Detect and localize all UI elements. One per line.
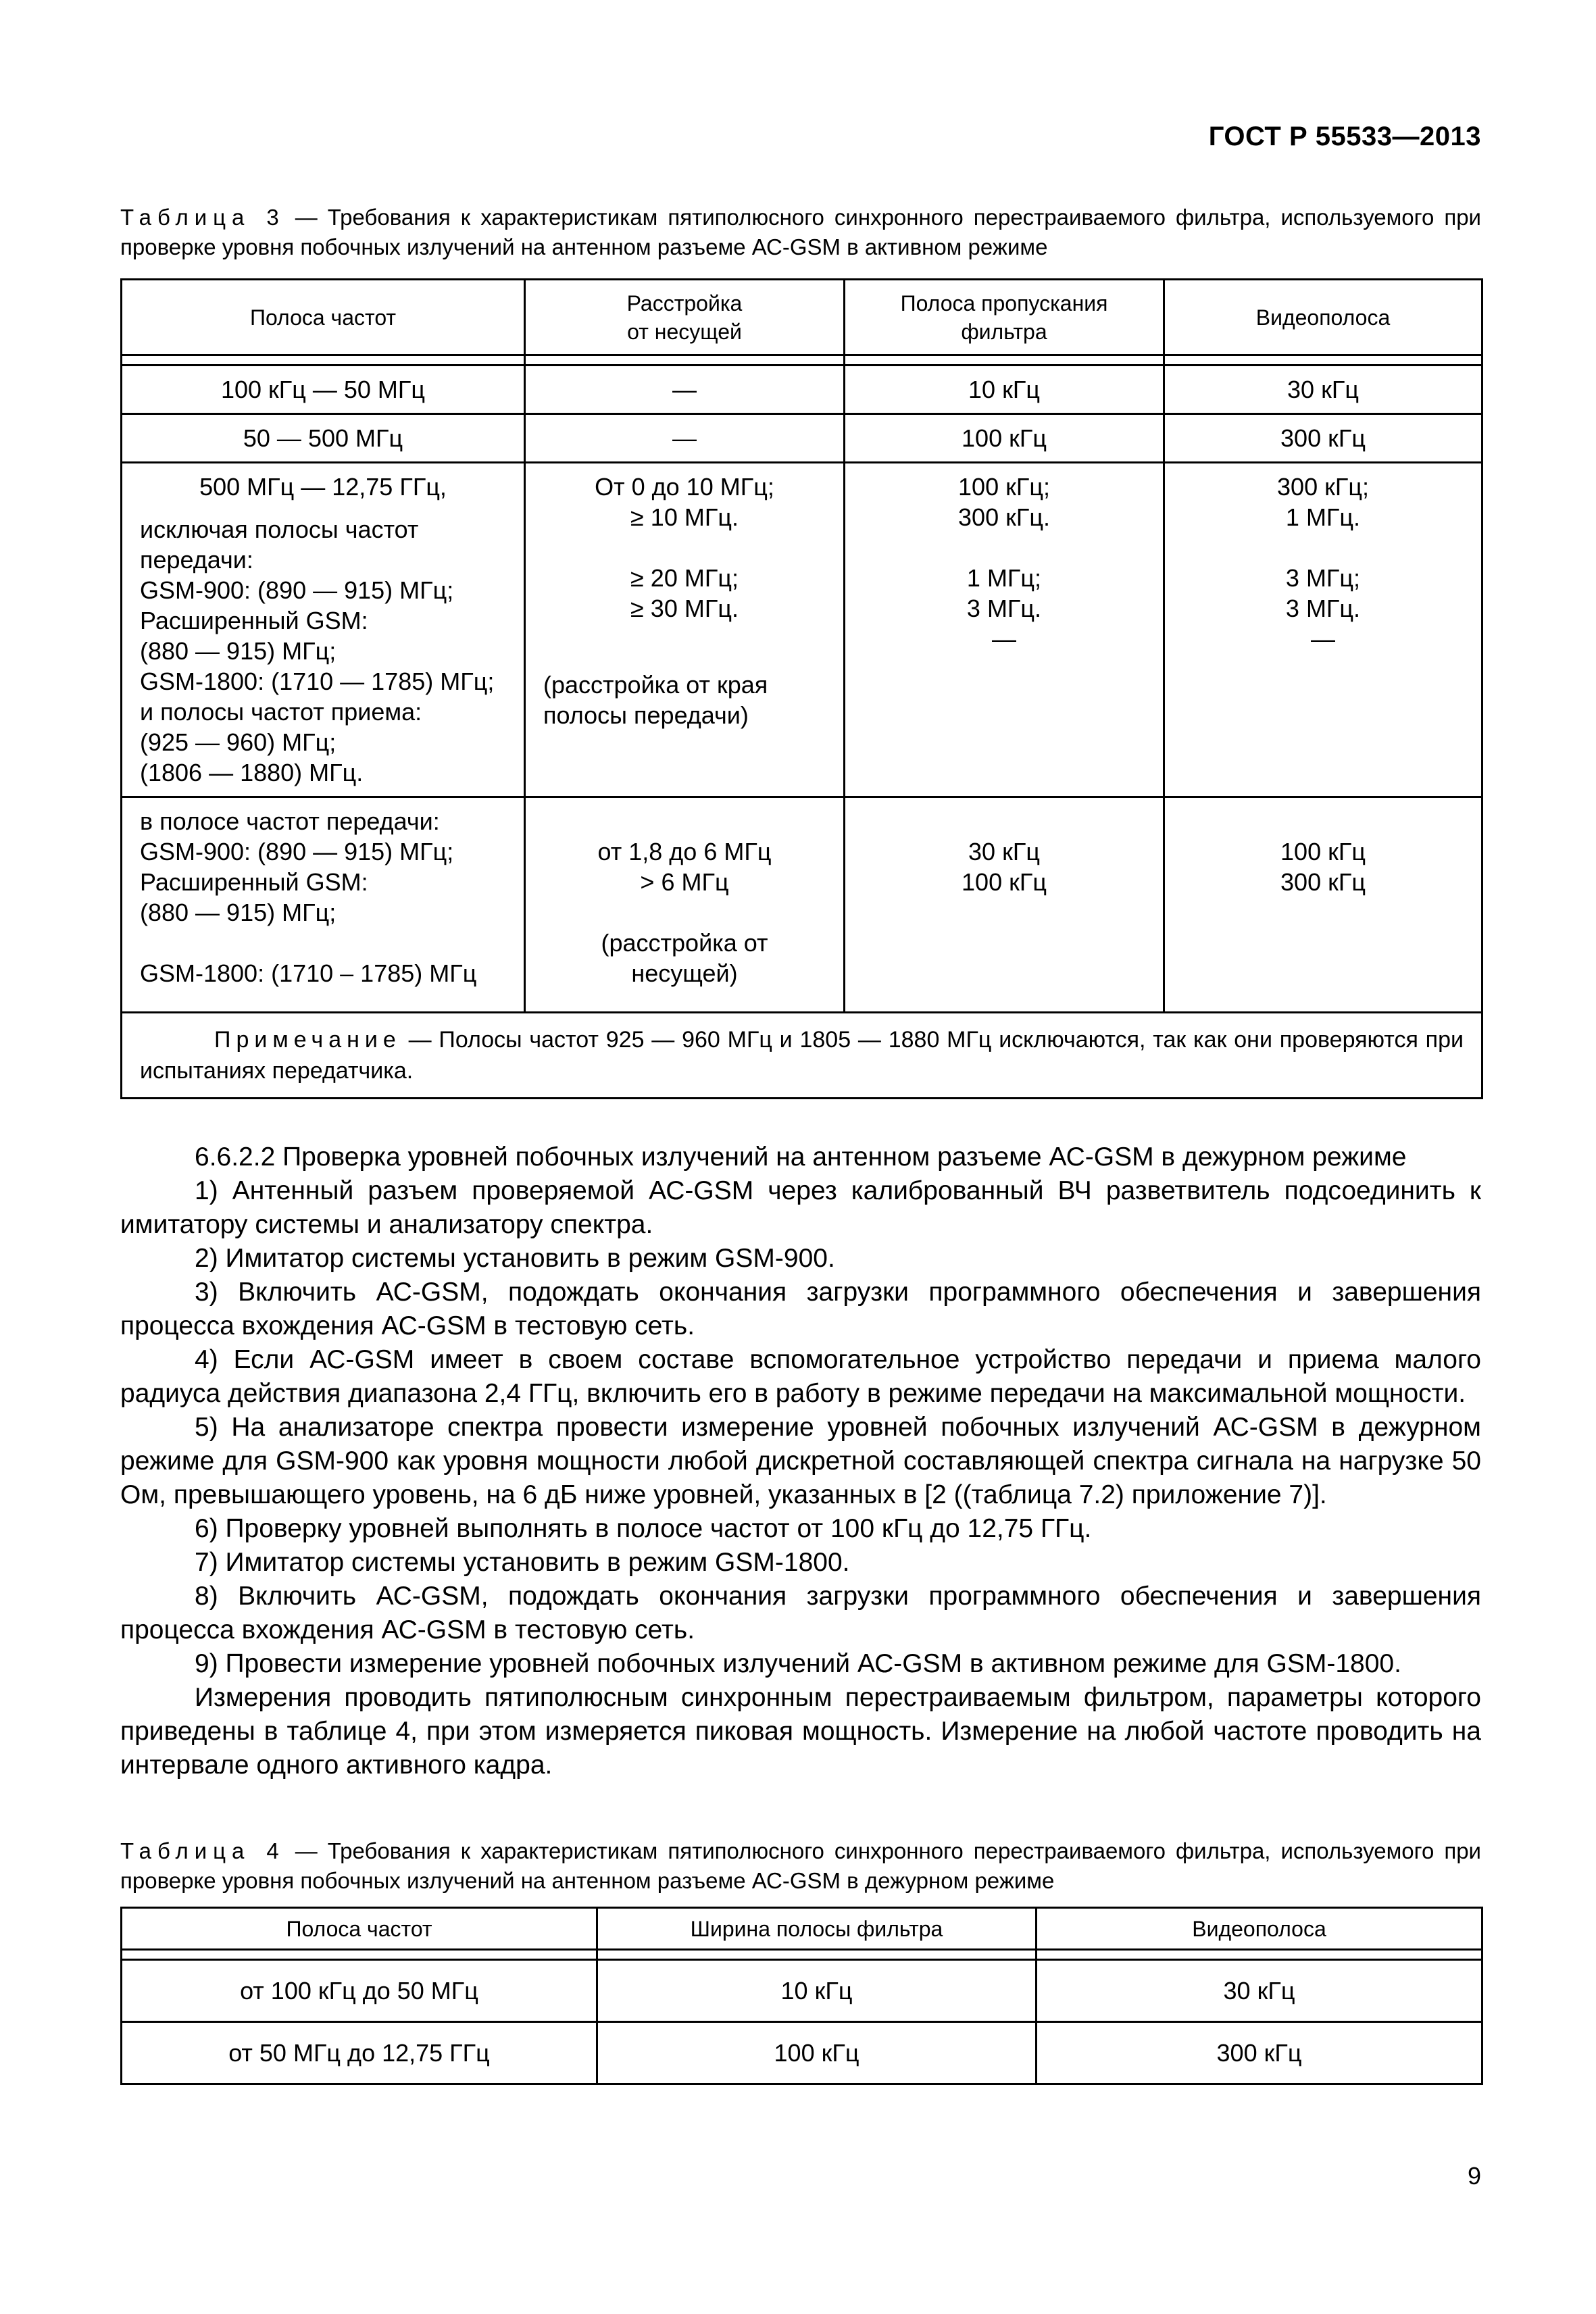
- paragraph: 4) Если АС-GSM имеет в своем составе вспомогательное устройство передачи и приема малого радиуса действия диапазона 2,4 ГГц, включить его в работу в режиме передачи на максимальной мощности.: [120, 1345, 1481, 1408]
- table3-cell-filter: 30 кГц 100 кГц: [845, 797, 1164, 1013]
- table4-header-cell: Ширина полосы фильтра: [597, 1908, 1037, 1950]
- table3-header-cell: Расстройка от несущей: [525, 280, 845, 355]
- table3-caption-label: Таблица 3: [120, 205, 285, 230]
- table4-cell: 30 кГц: [1037, 1960, 1482, 2022]
- standard-designation: ГОСТ Р 55533—2013: [1208, 122, 1481, 151]
- table3-cell-video: 300 кГц; 1 МГц. 3 МГц; 3 МГц. —: [1164, 463, 1482, 797]
- band-exclusions: исключая полосы частот передачи: GSM-900: (890 — 915) МГц; Расширенный GSM: (880 — 915) МГц; GSM-1800: (1710 — 1785) МГц; и полосы частот приема: (925 — 960) МГц; (1806 — 1880) МГц.: [140, 515, 495, 786]
- table3-cell: 300 кГц: [1164, 414, 1482, 463]
- table3-cell: —: [525, 414, 845, 463]
- table4-header-cell: Видеополоса: [1037, 1908, 1482, 1950]
- table3-cell-offset: [525, 463, 845, 797]
- table3-cell: 30 кГц: [1164, 366, 1482, 414]
- table3-cell-video: 100 кГц 300 кГц: [1164, 797, 1482, 1013]
- table3-caption: [120, 203, 1481, 262]
- table3-cell: 100 кГц — 50 МГц: [122, 366, 525, 414]
- table3-header-separator: [122, 355, 1482, 366]
- table3-header-row: [122, 280, 1482, 355]
- paragraph: 6) Проверку уровней выполнять в полосе частот от 100 кГц до 12,75 ГГц.: [195, 1514, 1092, 1543]
- table-row: [122, 366, 1482, 414]
- paragraph: 5) На анализаторе спектра провести измерение уровней побочных излучений АС-GSM в дежурном режиме для GSM-900 как уровня мощности любой дискретной составляющей спектра сигнала на нагрузке 50 Ом, превышающего уровень, на 6 дБ ниже уровней, указанных в [2 ((таблица 7.2) приложение 7)].: [120, 1413, 1481, 1509]
- table4-caption-label: Таблица 4: [120, 1838, 285, 1863]
- paragraph: 2) Имитатор системы установить в режим GSM-900.: [195, 1244, 835, 1273]
- table-row: [122, 1960, 1482, 2022]
- table-row: [122, 797, 1482, 1013]
- page-number: 9: [1467, 2162, 1481, 2190]
- table4-cell: от 50 МГц до 12,75 ГГц: [122, 2022, 597, 2084]
- table3-cell-band: в полосе частот передачи: GSM-900: (890 — 915) МГц; Расширенный GSM: (880 — 915) МГц; GSM-1800: (1710 – 1785) МГц: [122, 797, 525, 1013]
- table3-cell-band: [122, 463, 525, 797]
- table4-cell: 10 кГц: [597, 1960, 1037, 2022]
- table3-cell: 50 — 500 МГц: [122, 414, 525, 463]
- table-row: [122, 2022, 1482, 2084]
- table3-cell: 10 кГц: [845, 366, 1164, 414]
- table3-caption-text: — Требования к характеристикам пятиполюсного синхронного перестраиваемого фильтра, используемого при проверке уровня побочных излучений на антенном разъеме АС-GSM в активном режиме: [120, 205, 1481, 259]
- note-label: Примечание: [214, 1027, 401, 1053]
- paragraph: 8) Включить АС-GSM, подождать окончания загрузки программного обеспечения и завершения процесса вхождения АС-GSM в тестовую сеть.: [120, 1582, 1481, 1644]
- band-range-head: 500 МГц — 12,75 ГГц,: [199, 473, 447, 501]
- paragraph: 6.6.2.2 Проверка уровней побочных излучений на антенном разъеме АС-GSM в дежурном режиме: [195, 1142, 1407, 1172]
- paragraph: 3) Включить АС-GSM, подождать окончания загрузки программного обеспечения и завершения процесса вхождения АС-GSM в тестовую сеть.: [120, 1278, 1481, 1340]
- table3-header-cell: Полоса пропускания фильтра: [845, 280, 1164, 355]
- table-row: [122, 414, 1482, 463]
- table3-cell: 100 кГц: [845, 414, 1164, 463]
- table4-cell: 100 кГц: [597, 2022, 1037, 2084]
- body-text: [120, 1140, 1481, 1782]
- note-text: — Полосы частот 925 — 960 МГц и 1805 — 1880 МГц исключаются, так как они проверяются при испытаниях передатчика.: [140, 1027, 1464, 1084]
- table-row: [122, 463, 1482, 797]
- table4-cell: 300 кГц: [1037, 2022, 1482, 2084]
- table3: [120, 278, 1483, 1099]
- table4-cell: от 100 кГц до 50 МГц: [122, 1960, 597, 2022]
- offset-values: От 0 до 10 МГц; ≥ 10 МГц. ≥ 20 МГц; ≥ 30 МГц.: [595, 473, 774, 622]
- table3-cell-offset: от 1,8 до 6 МГц > 6 МГц (расстройка от несущей): [525, 797, 845, 1013]
- table4-header-row: [122, 1908, 1482, 1950]
- paragraph: 1) Антенный разъем проверяемой АС-GSM через калиброванный ВЧ разветвитель подсоединить к имитатору системы и анализатору спектра.: [120, 1176, 1481, 1239]
- table3-note-row: [122, 1013, 1482, 1099]
- table4-header-separator: [122, 1950, 1482, 1960]
- table4: [120, 1907, 1483, 2085]
- table3-header-cell: Видеополоса: [1164, 280, 1482, 355]
- table4-caption-text: — Требования к характеристикам пятиполюсного синхронного перестраиваемого фильтра, используемого при проверке уровня побочных излучений на антенном разъеме АС-GSM в дежурном режиме: [120, 1838, 1481, 1893]
- paragraph: 7) Имитатор системы установить в режим GSM-1800.: [195, 1548, 850, 1577]
- table4-caption: [120, 1836, 1481, 1896]
- paragraph: 9) Провести измерение уровней побочных излучений АС-GSM в активном режиме для GSM-1800.: [195, 1649, 1401, 1678]
- table3-header-cell: Полоса частот: [122, 280, 525, 355]
- table3-cell: —: [525, 366, 845, 414]
- table3-note: [122, 1013, 1482, 1099]
- offset-note: (расстройка от края полосы передачи): [543, 671, 768, 729]
- table3-cell-filter: 100 кГц; 300 кГц. 1 МГц; 3 МГц. —: [845, 463, 1164, 797]
- paragraph: Измерения проводить пятиполюсным синхронным перестраиваемым фильтром, параметры которого приведены в таблице 4, при этом измеряется пиковая мощность. Измерение на любой частоте проводить на интервале одного активного кадра.: [120, 1683, 1481, 1780]
- table4-header-cell: Полоса частот: [122, 1908, 597, 1950]
